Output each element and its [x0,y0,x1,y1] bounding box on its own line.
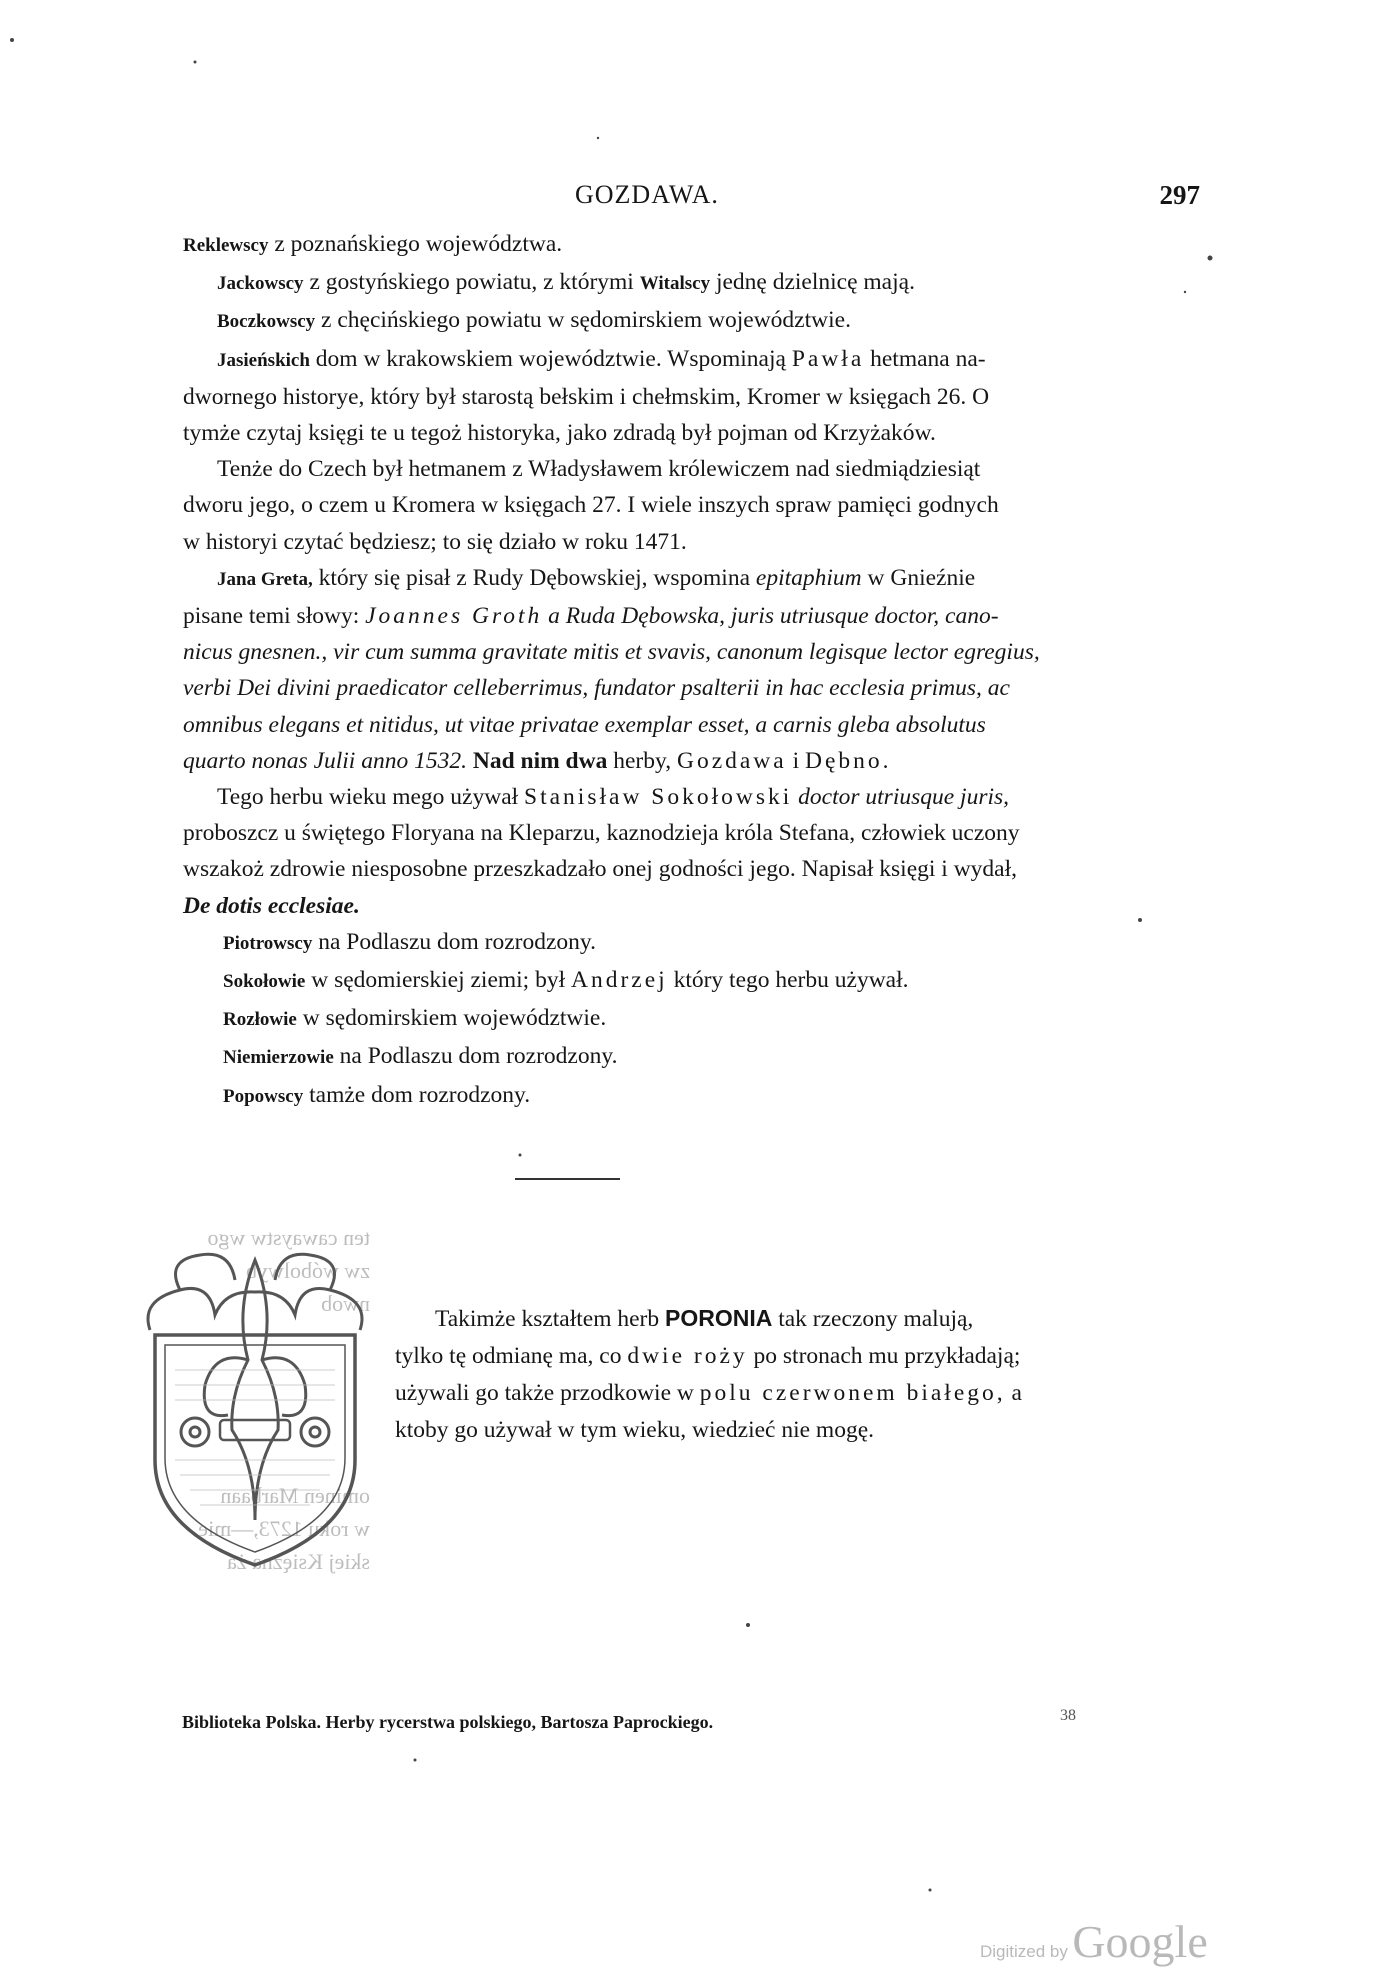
text-line: verbi Dei divini praedicator celleberrimus, fundator psalterii in hac ecclesia primus, ac [183,675,1010,702]
page-number: 297 [1159,180,1200,210]
coat-of-arms-poronia-icon [120,1220,390,1580]
text-line: dwornego historye, który był starostą bełskim i chełmskim, Kromer w księgach 26. O [183,383,990,410]
page-header [180,180,1210,220]
watermark-label: Digitized by [980,1942,1068,1961]
section-divider [515,1178,620,1180]
text-line: dworu jego, o czem u Kromera w księgach 27. I wiele inszych spraw pamięci godnych [183,492,999,519]
entry-sokolowie: Sokołowie w sędomierskiej ziemi; był Andrzej który tego herbu używał. [223,967,909,994]
text-line: Tenże do Czech był hetmanem z Władysławem królewiczem nad siedmiądziesiąt [217,456,981,483]
entry-sokolowski: Tego herbu wieku mego używał Stanisław Sokołowski doctor utriusque juris, [217,784,1010,811]
entry-popowscy: Popowscy tamże dom rozrodzony. [223,1081,531,1108]
text-line: proboszcz u świętego Floryana na Kleparzu, kaznodzieja króla Stefana, człowiek uczony [183,820,1020,847]
text-line: quarto nonas Julii anno 1532. Nad nim dwa herby, Gozdawa i Dębno. [183,747,892,774]
text-line: tylko tę odmianę ma, co dwie roży po stronach mu przykładają; [395,1343,1021,1369]
text-line: ktoby go używał w tym wieku, wiedzieć nie mogę. [395,1417,875,1443]
text-line: De dotis ecclesiae. [183,892,360,919]
entry-jasienscy: Jasieńskich dom w krakowskiem województwie. Wspominają Pawła hetmana na- [217,345,986,372]
text-line: wszakoż zdrowie niesposobne przeszkadzało onej godności jego. Napisał księgi i wydał, [183,856,1018,883]
entry-piotrowscy: Piotrowscy na Podlaszu dom rozrodzony. [223,928,597,955]
entry-jackowscy: Jackowscy z gostyńskiego powiatu, z którymi Witalscy jednę dzielnicę mają. [217,269,915,296]
text-line: omnibus elegans et nitidus, ut vitae privatae exemplar esset, a carnis gleba absolutus [183,711,986,738]
digitized-watermark [980,1915,1208,1968]
bleed-through-text: zw wóbolwyb [245,1258,370,1283]
entry-reklewscy: Reklewscy z poznańskiego województwa. [183,231,563,257]
bleed-through-text: ominen Marbaan [220,1483,370,1508]
entry-boczkowscy: Boczkowscy z chęcińskiego powiatu w sędomirskiem województwie. [217,307,851,334]
text-line: nicus gnesnen., vir cum summa gravitate mitis et svavis, canonum legisque lector egregius, [183,639,1040,666]
signature-mark: 38 [1060,1707,1076,1724]
text-line: w historyi czytać będziesz; to się działo w roku 1471. [183,528,687,555]
running-head: GOZDAWA. [575,180,719,209]
page-footer: Biblioteka Polska. Herby rycerstwa polskiego, Bartosza Paprockiego. [182,1712,714,1732]
bleed-through-text: ten cawaystw wgo [207,1225,370,1250]
bleed-through-text: nwob [321,1291,370,1316]
text-line: używali go także przodkowie w polu czerwonem białego, a [395,1380,1022,1406]
bleed-through-text: w roku 1273,—mie [198,1516,370,1541]
text-line: tymże czytaj księgi te u tegoż historyka, jako zdradą był pojman od Krzyżaków. [183,420,936,447]
entry-niemierzowie: Niemierzowie na Podlaszu dom rozrodzony. [223,1043,618,1070]
entry-rozlowie: Rozłowie w sędomirskiem województwie. [223,1005,607,1032]
text-line: Takimże kształtem herb PORONIA tak rzeczony malują, [435,1305,974,1332]
entry-groth: Jana Greta, który się pisał z Rudy Dębowskiej, wspomina epitaphium w Gnieźnie [217,564,976,591]
text-line: pisane temi słowy: Joannes Groth a Ruda Dębowska, juris utriusque doctor, cano- [183,603,999,630]
watermark-brand: Google [1072,1916,1208,1967]
poronia-description [395,1300,1225,1449]
bleed-through-text: skiej Księżna ża [227,1549,370,1574]
main-text [183,226,1213,1115]
